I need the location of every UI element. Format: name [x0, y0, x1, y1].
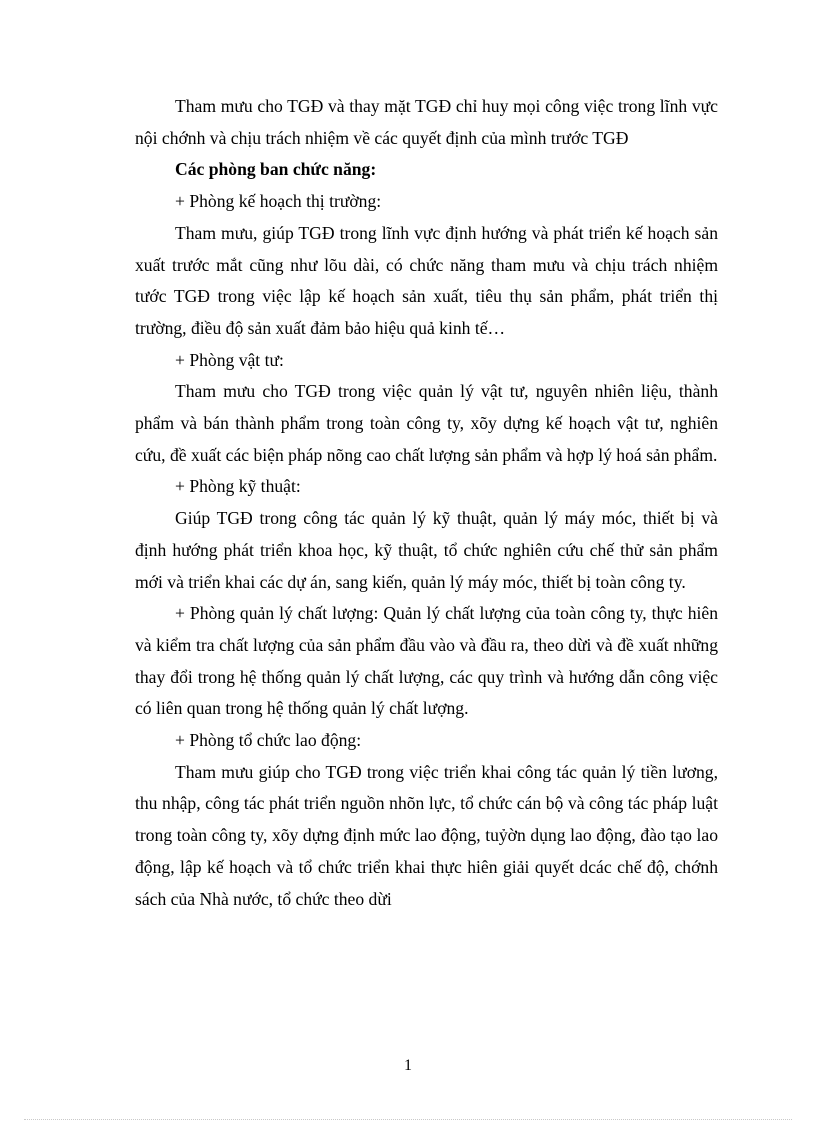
paragraph-materials: Tham mưu cho TGĐ trong việc quản lý vật tư, nguyên nhiên liệu, thành phẩm và bán thành phẩm trong toàn công ty, xõy dựng kế hoạch vật tư, nghiên cứu, đề xuất các biện pháp nõng cao chất lượng sản phẩm và hợp lý hoá sản phẩm.	[135, 381, 718, 465]
paragraph-labor-organization: Tham mưu giúp cho TGĐ trong việc triển khai công tác quản lý tiền lương, thu nhập, công tác phát triển nguồn nhõn lực, tổ chức cán bộ và công tác pháp luật trong toàn công ty, xõy dựng định mức lao động, tuỷờn dụng lao động, đào tạo lao động, lập kế hoạch và tổ chức triển khai thực hiên giải quyết dcác chế độ, chớnh sách của Nhà nước, tổ chức theo dừi	[135, 761, 718, 909]
page-number: 1	[404, 1057, 412, 1074]
document-body	[135, 91, 718, 915]
dept-title-labor-organization: + Phòng tổ chức lao động:	[175, 730, 362, 751]
paragraph-intro: Tham mưu cho TGĐ và thay mặt TGĐ chỉ huy mọi công việc trong lĩnh vực nội chớnh và chịu trách nhiệm về các quyết định của mình trước TGĐ	[135, 96, 718, 148]
page-bottom-divider	[24, 1119, 792, 1120]
paragraph-quality-management: + Phòng quản lý chất lượng: Quản lý chất lượng của toàn công ty, thực hiên và kiểm tra chất lượng của sản phẩm đầu vào và đầu ra, theo dừi và đề xuất những thay đổi trong hệ thống quản lý chất lượng, các quy trình và hướng dẫn công việc có liên quan trong hệ thống quản lý chất lượng.	[135, 603, 718, 719]
paragraph-market-planning: Tham mưu, giúp TGĐ trong lĩnh vực định hướng và phát triển kế hoạch sản xuất trước mắt cũng như lõu dài, có chức năng tham mưu và chịu trách nhiệm tước TGĐ trong việc lập kế hoạch sản xuất, tiêu thụ sản phẩm, phát triển thị trường, điều độ sản xuất đảm bảo hiệu quả kinh tế…	[135, 222, 718, 338]
paragraph-technical: Giúp TGĐ trong công tác quản lý kỹ thuật, quản lý máy móc, thiết bị và định hướng phát triển khoa học, kỹ thuật, tổ chức nghiên cứu chế thử sản phẩm mới và triển khai các dự án, sang kiến, quản lý máy móc, thiết bị toàn công ty.	[135, 508, 718, 592]
dept-title-technical: + Phòng kỹ thuật:	[175, 476, 301, 497]
section-heading-departments: Các phòng ban chức năng:	[175, 159, 377, 180]
dept-title-market-planning: + Phòng kế hoạch thị trường:	[175, 191, 382, 212]
dept-title-materials: + Phòng vật tư:	[175, 349, 284, 370]
